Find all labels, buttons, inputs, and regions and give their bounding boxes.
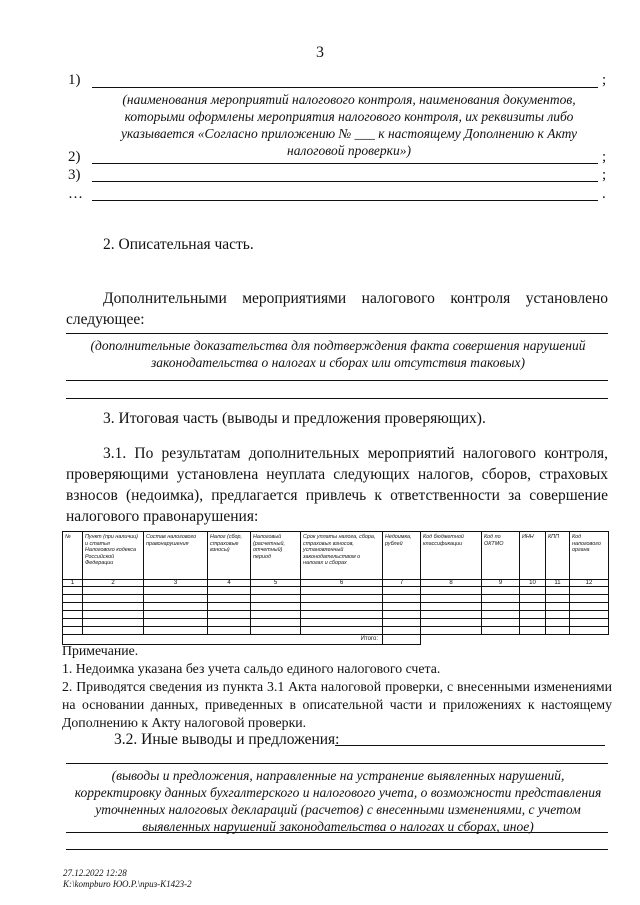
table-row (63, 603, 609, 611)
table-header-cell: Состав налогового правонарушения (144, 532, 208, 580)
section-2-line-1 (66, 333, 608, 334)
section-2-hint: (дополнительные доказательства для подтверждения факта совершения нарушений законодательства о налогах и сборах или отсутствия таковых) (90, 338, 586, 370)
table-number-row (63, 580, 609, 587)
table-header-cell: Налоговый (расчетный, отчетный) период (251, 532, 301, 580)
section-2-title: 2. Описательная часть. (103, 236, 254, 253)
item-ellipsis-line (92, 200, 598, 201)
column-number: 7 (383, 580, 421, 587)
note-2: 2. Приводятся сведения из пункта 3.1 Акта налоговой проверки, с внесенными изменениями на основании данных, приведенных в описательной части и приложениях к настоящему Дополнению к Акту налоговой проверки. (62, 679, 612, 730)
item-3-line (92, 181, 598, 182)
column-number: 2 (83, 580, 144, 587)
section-2-line-2 (66, 380, 608, 381)
item-ellipsis-end: . (602, 186, 606, 202)
item-3-end: ; (602, 167, 607, 183)
table-row (63, 595, 609, 603)
section-3-2-line-3 (66, 849, 608, 850)
table-header-cell: № (63, 532, 83, 580)
note-1: 1. Недоимка указана без учета сальдо единого налогового счета. (62, 661, 441, 676)
column-number: 5 (251, 580, 301, 587)
tax-arrears-table (62, 531, 609, 645)
item-1-number: 1) (68, 72, 81, 88)
section-3-2-hint: (выводы и предложения, направленные на устранение выявленных нарушений, корректировку данных бухгалтерского и налогового учета, о возможности представления уточненных налоговых деклараций (расчетов) с внесенными изменениями, с учетом выявленных нарушений законодательства о налогах и сборах, иное) (74, 768, 602, 834)
page-number: 3 (316, 44, 324, 61)
column-number: 9 (482, 580, 520, 587)
column-number: 3 (144, 580, 208, 587)
section-3-2-line-1 (66, 763, 608, 764)
table-header-cell: Код по ОКТМО (482, 532, 520, 580)
item-2-number: 2) (68, 149, 81, 165)
section-2-line-3 (66, 398, 608, 399)
section-3-1-text: 3.1. По результатам дополнительных мероприятий налогового контроля, проверяющими установлена неуплата следующих налогов, сборов, страховых взносов (недоимка), предлагается привлечь к ответственности за совершение налогового правонарушения: (66, 445, 608, 525)
table-row (63, 619, 609, 627)
table-row (63, 627, 609, 635)
section-3-1-paragraph (66, 443, 608, 527)
total-label: Итого: (63, 635, 383, 645)
column-number: 6 (301, 580, 383, 587)
column-number: 12 (570, 580, 609, 587)
table-header-cell: ИНН (520, 532, 546, 580)
table-header-cell: Код налогового органа (570, 532, 609, 580)
column-number: 11 (546, 580, 570, 587)
column-number: 4 (208, 580, 251, 587)
table-header-cell: Налог (сбор, страховые взносы) (208, 532, 251, 580)
section-3-2-title: 3.2. Иные выводы и предложения: (114, 731, 340, 748)
table-header-cell: Код бюджетной классификации (421, 532, 482, 580)
section-3-title: 3. Итоговая часть (выводы и предложения проверяющих). (103, 410, 486, 427)
item-1-end: ; (602, 72, 607, 88)
table-header-cell: Недоимка, рублей (383, 532, 421, 580)
footer-date: 27.12.2022 12:28 (63, 868, 127, 878)
item-1-line (92, 87, 598, 88)
table-header-cell: Пункт (при наличии) и статья Налогового кодекса Российской Федерации (83, 532, 144, 580)
notes-block (62, 642, 612, 732)
section-2-paragraph (66, 288, 608, 330)
column-number: 1 (63, 580, 83, 587)
footer-source: К:\kompburo ЮО.Р.\приз-К1423-2 (63, 879, 192, 889)
table-header-cell: КПП (546, 532, 570, 580)
item-2-end: ; (602, 149, 607, 165)
section-3-2-line-2 (66, 832, 608, 833)
column-number: 8 (421, 580, 482, 587)
section-2-paragraph-text: Дополнительными мероприятиями налогового контроля установлено следующее: (66, 290, 608, 328)
item-3-number: 3) (68, 167, 81, 183)
item-2-line (92, 163, 598, 164)
column-number: 10 (520, 580, 546, 587)
table-row (63, 611, 609, 619)
notes-title: Примечание. (62, 643, 139, 658)
table-row (63, 587, 609, 595)
section-3-2-line-inline (335, 745, 605, 746)
item-1-hint: (наименования мероприятий налогового контроля, наименования документов, которыми оформлены мероприятия налогового контроля, их реквизиты либо указывается «Согласно приложению № ___ к настоящему Дополнению к Акту налоговой проверки») (120, 92, 578, 158)
table-header-cell: Срок уплаты налога, сбора, страховых взносов, установленный законодательством о налогах и сборах (301, 532, 383, 580)
item-ellipsis: … (68, 186, 83, 202)
table-header-row (63, 532, 609, 580)
